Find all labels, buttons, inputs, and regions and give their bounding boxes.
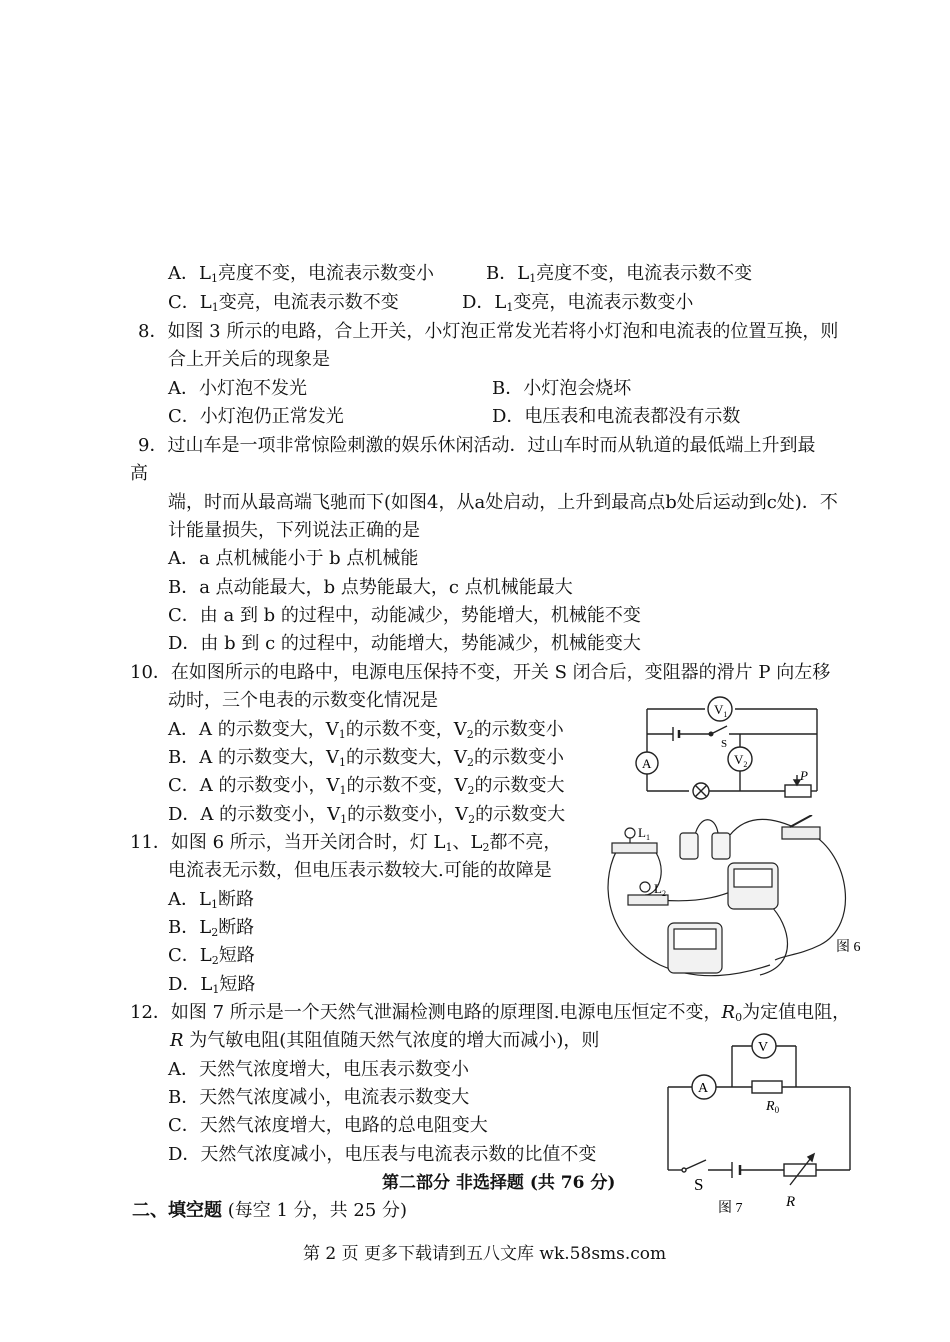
q8-option-a: A．小灯泡不发光 <box>168 378 307 399</box>
q9-option-c: C．由 a 到 b 的过程中，动能减少，势能增大，机械能不变 <box>168 605 641 626</box>
q11-stem-line2: 电流表无示数，但电压表示数较大.可能的故障是 <box>168 860 552 881</box>
q11-circuit-figure <box>600 815 880 987</box>
q10-circuit-figure <box>635 683 835 801</box>
q10-stem-line1: 10．在如图所示的电路中，电源电压保持不变，开关 S 闭合后，变阻器的滑片 P 向左移 <box>130 662 831 683</box>
q10-option-d: D．A 的示数变小，$V_1$的示数变小，$V_2$的示数变大 <box>168 804 566 826</box>
part2-heading: 第二部分 非选择题 (共 76 分) <box>382 1173 616 1193</box>
q9-option-b: B．a 点动能最大，b 点势能最大，c 点机械能最大 <box>168 577 573 598</box>
q12-option-a: A．天然气浓度增大，电压表示数变小 <box>168 1059 469 1080</box>
slider-label: P <box>800 768 808 783</box>
q11-option-a: A．$L_1$断路 <box>168 889 254 911</box>
q11-option-d: D．$L_1$短路 <box>168 974 256 996</box>
gas-sensor-resistor-icon <box>784 1164 816 1176</box>
q9-option-d: D．由 b 到 c 的过程中，动能增大，势能减少，机械能变大 <box>168 633 641 654</box>
section2-heading: 二、填空题 (每空 1 分，共 25 分) <box>132 1200 408 1221</box>
ammeter-label: A <box>698 1081 709 1096</box>
r-label: R <box>786 1194 796 1210</box>
q12-stem-line2: R 为气敏电阻(其阻值随天然气浓度的增大而减小)，则 <box>170 1030 600 1051</box>
r0-label: $R_0$ <box>766 1099 780 1115</box>
q7-option-d: D．$L_1$变亮，电流表示数变小 <box>462 292 694 314</box>
lamp-l1-icon <box>612 843 657 853</box>
q11-stem-line1: 11．如图 6 所示，当开关闭合时，灯 $L_1$、$L_2$都不亮， <box>130 832 562 854</box>
ammeter-label: A <box>642 756 652 771</box>
fig6-caption: 图 6 <box>836 940 861 955</box>
q10-option-a: A．A 的示数变大，$V_1$的示数不变，$V_2$的示数变小 <box>168 719 564 741</box>
q12-option-c: C．天然气浓度增大，电路的总电阻变大 <box>168 1115 488 1136</box>
q12-option-b: B．天然气浓度减小，电流表示数变大 <box>168 1087 470 1108</box>
q10-option-b: B．A 的示数变大，$V_1$的示数变大，$V_2$的示数变小 <box>168 747 564 769</box>
voltmeter-label: V <box>758 1040 769 1055</box>
q10-stem-line2: 动时，三个电表的示数变化情况是 <box>168 690 438 711</box>
q9-stem-line1b: 高 <box>130 463 148 484</box>
switch-label: S <box>721 738 728 750</box>
q9-stem-line2: 端，时而从最高端飞驰而下(如图4，从a处启动，上升到最高点b处后运动到c处)．不 <box>168 492 838 513</box>
page-footer: 第 2 页 更多下载请到五八文库 wk.58sms.com <box>303 1244 667 1264</box>
l1-label: $L_1$ <box>638 825 650 842</box>
rheostat-icon <box>785 785 811 797</box>
switch-label: S <box>694 1175 704 1194</box>
q7-option-b: B．$L_1$亮度不变，电流表示数不变 <box>486 263 753 285</box>
q9-option-a: A．a 点机械能小于 b 点机械能 <box>168 548 419 569</box>
q8-option-c: C．小灯泡仍正常发光 <box>168 406 344 427</box>
q12-option-d: D．天然气浓度减小，电压表与电流表示数的比值不变 <box>168 1144 597 1165</box>
q8-stem-line2: 合上开关后的现象是 <box>168 349 330 370</box>
v2-label: $V_2$ <box>734 752 748 769</box>
q8-stem-line1: 8．如图 3 所示的电路，合上开关，小灯泡正常发光若将小灯泡和电流表的位置互换，则 <box>138 321 839 342</box>
l2-label: $L_2$ <box>654 881 666 898</box>
resistor-r0-icon <box>752 1081 782 1093</box>
q9-stem-line1: 9．过山车是一项非常惊险刺激的娱乐休闲活动．过山车时而从轨道的最低端上升到最 <box>138 435 816 456</box>
knife-switch-icon <box>782 827 820 839</box>
battery-icon <box>680 833 698 859</box>
switch-icon <box>686 1160 706 1169</box>
q11-option-b: B．$L_2$断路 <box>168 917 255 939</box>
q10-option-c: C．A 的示数变小，$V_1$的示数不变，$V_2$的示数变大 <box>168 775 565 797</box>
v1-label: $V_1$ <box>714 702 728 719</box>
q8-option-d: D．电压表和电流表都没有示数 <box>492 406 741 427</box>
q11-option-c: C．$L_2$短路 <box>168 945 255 967</box>
q8-option-b: B．小灯泡会烧坏 <box>492 378 632 399</box>
q12-circuit-figure <box>660 1030 860 1220</box>
q7-option-a: A．$L_1$亮度不变，电流表示数变小 <box>168 263 434 285</box>
q9-stem-line3: 计能量损失，下列说法正确的是 <box>168 520 420 541</box>
q12-stem-line1: 12．如图 7 所示是一个天然气泄漏检测电路的原理图.电源电压恒定不变，$R_0$为定值电阻， <box>130 1002 851 1024</box>
switch-s-icon <box>711 726 727 734</box>
q7-option-c: C．$L_1$变亮，电流表示数不变 <box>168 292 399 314</box>
fig7-caption: 图 7 <box>718 1201 743 1216</box>
